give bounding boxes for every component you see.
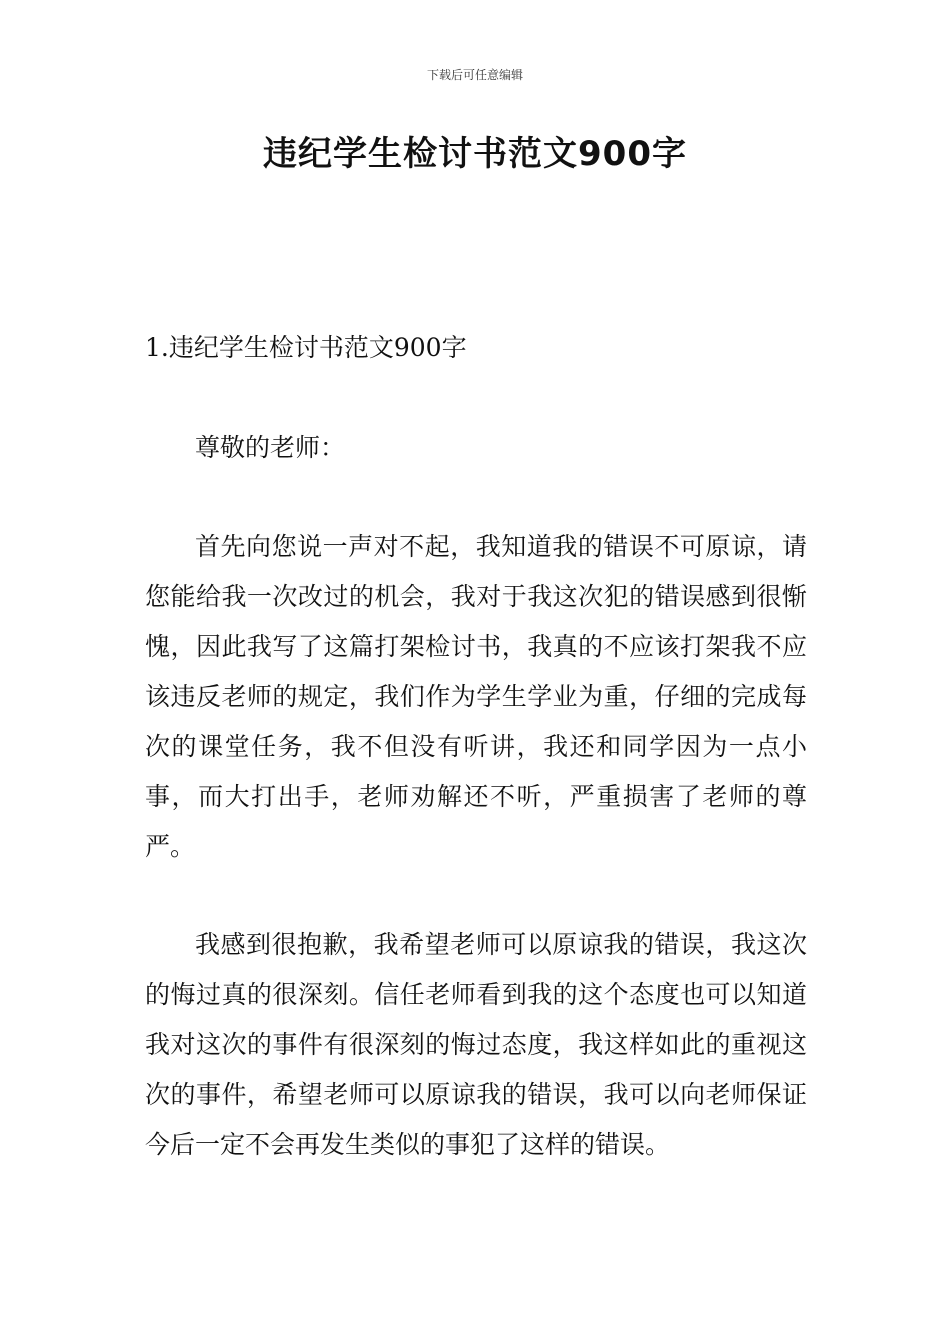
- salutation: 尊敬的老师：: [195, 433, 346, 462]
- body-paragraph: 我感到很抱歉，我希望老师可以原谅我的错误，我这次的悔过真的很深刻。信任老师看到我的这个态度也可以知道我对这次的事件有很深刻的悔过态度，我这样如此的重视这次的事件，希望老师可以原谅我的错误，我可以向老师保证今后一定不会再发生类似的事犯了这样的错误。: [145, 930, 807, 1159]
- document-title: 违纪学生检讨书范文900字: [263, 134, 687, 174]
- section-heading: 1.违纪学生检讨书范文900字: [145, 333, 467, 362]
- header-note: 下载后可任意编辑: [426, 68, 523, 82]
- body-paragraph: 首先向您说一声对不起，我知道我的错误不可原谅，请您能给我一次改过的机会，我对于我这次犯的错误感到很惭愧，因此我写了这篇打架检讨书，我真的不应该打架我不应该违反老师的规定，我们作为学生学业为重，仔细的完成每次的课堂任务，我不但没有听讲，我还和同学因为一点小事，而大打出手，老师劝解还不听，严重损害了老师的尊严。: [145, 532, 807, 861]
